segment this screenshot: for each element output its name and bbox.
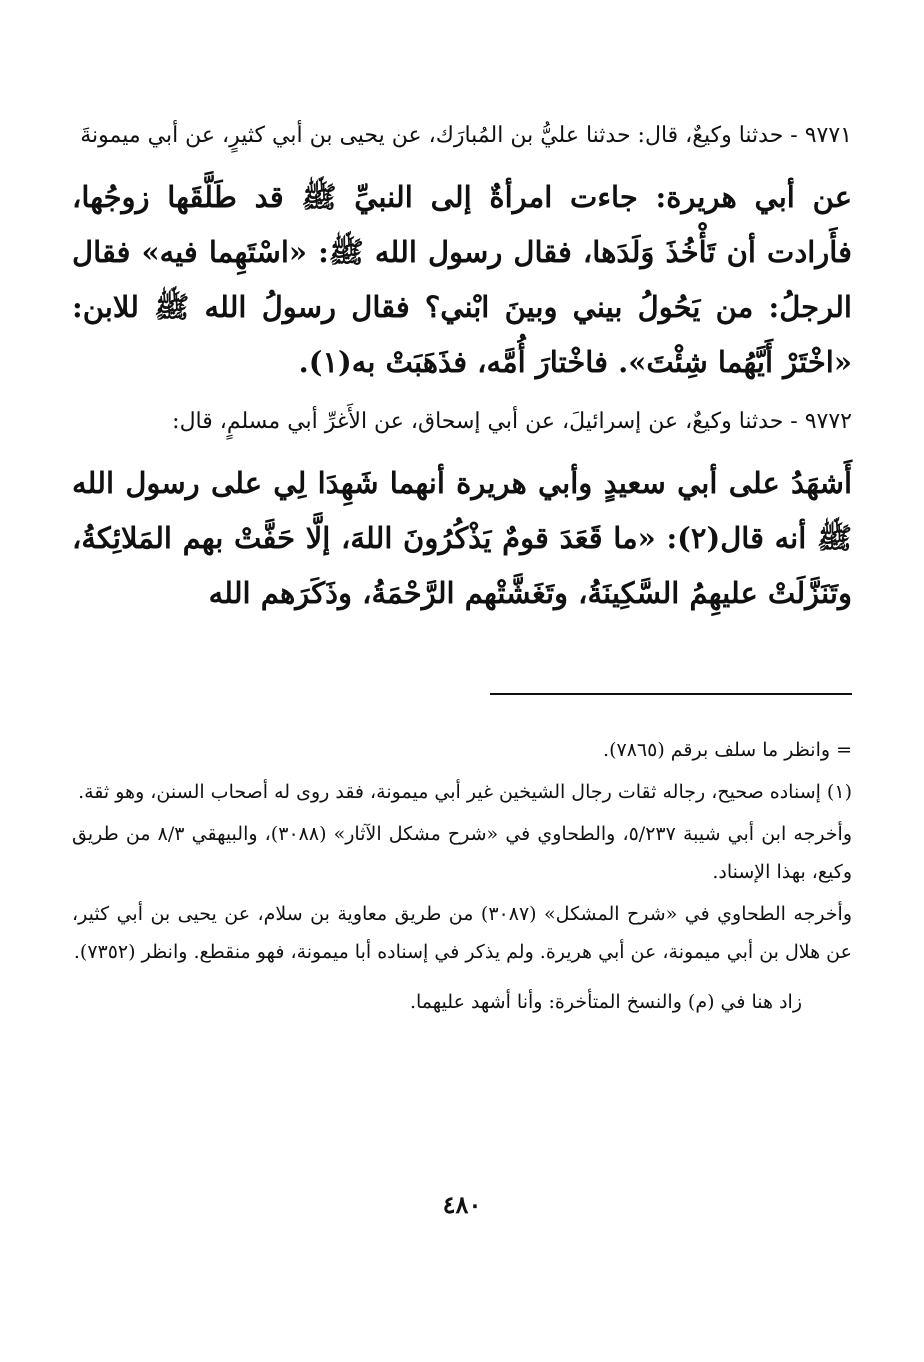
hadith-9772-matn: أَشهَدُ على أبي سعيدٍ وأبي هريرة أنهما شَهِدَا لِي على رسول الله ﷺ أنه قال(٢): «ما قَعَدَ قومٌ يَذْكُرُونَ اللهَ، إلَّا حَفَّتْ بهم المَلائِكةُ، وتَنَزَّلَتْ عليهِمُ السَّكِينَةُ، وتَغَشَّتْهم الرَّحْمَةُ، وذَكَرَهم الله [72,466,852,610]
footnote-divider [490,693,852,695]
hadith-9772-isnad: ٩٧٧٢ - حدثنا وكيعٌ، عن إسرائيلَ، عن أبي إسحاق، عن الأَغرِّ أبي مسلمٍ، قال: [172,409,852,434]
footnotes [72,731,852,1021]
footnote-1-paragraph-1: (١) إسناده صحيح، رجاله ثقات رجال الشيخين غير أبي ميمونة، فقد روى له أصحاب السنن، وهو ثقة. [78,781,852,803]
footnote-continuation: = وانظر ما سلف برقم (٧٨٦٥). [603,739,852,761]
hadith-9771-matn: عن أبي هريرة: جاءت امرأةٌ إلى النبيِّ ﷺ قد طَلَّقَها زوجُها، فأَرادت أن تَأْخُذَ وَلَدَها، فقال رسول الله ﷺ: «اسْتَهِما فيه» فقال الرجلُ: من يَحُولُ بيني وبينَ ابْني؟ فقال رسولُ الله ﷺ للابن: «اخْتَرْ أَيَّهُما شِئْتَ». فاخْتارَ أُمَّه، فذَهَبَتْ به(١). [72,180,852,379]
footnote-2: زاد هنا في (م) والنسخ المتأخرة: وأنا أشهد عليهما. [409,991,802,1013]
main-text [72,112,852,621]
page-number: ٤٨٠ [442,1190,482,1219]
footnote-1-paragraph-2: وأخرجه ابن أبي شيبة ٥/٢٣٧، والطحاوي في «شرح مشكل الآثار» (٣٠٨٨)، والبيهقي ٨/٣ من طريق وكيع، بهذا الإسناد. [72,823,853,883]
footnote-1-paragraph-3: وأخرجه الطحاوي في «شرح المشكل» (٣٠٨٧) من طريق معاوية بن سلام، عن يحيى بن أبي كثير، عن هلال بن أبي ميمونة، عن أبي هريرة. ولم يذكر في إسناده أبا ميمونة، فهو منقطع. وانظر (٧٣٥٢). [72,903,852,963]
hadith-9771-isnad: ٩٧٧١ - حدثنا وكيعٌ، قال: حدثنا عليُّ بن المُبارَك، عن يحيى بن أبي كثيرٍ، عن أبي ميمونةَ [80,123,852,148]
